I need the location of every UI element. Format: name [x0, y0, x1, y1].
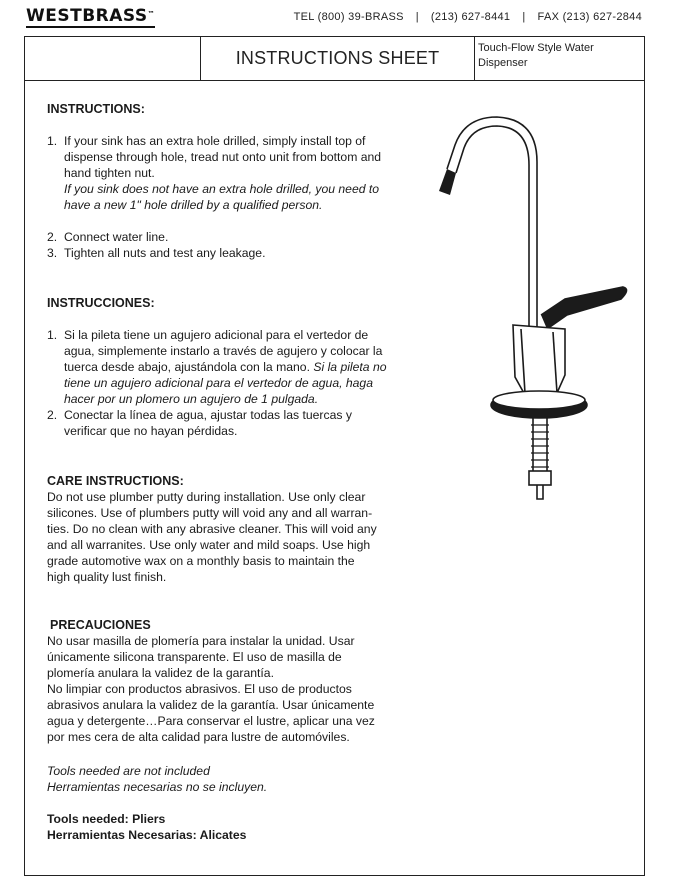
tools-needed-es: Herramientas Necesarias: Alicates [47, 828, 247, 842]
brand-logo: WESTBRASS™ [26, 6, 156, 26]
precauciones-line: únicamente silicona transparente. El uso de masilla de [47, 650, 342, 664]
care-section [47, 473, 407, 585]
precauciones-heading: PRECAUCIONES [50, 618, 151, 632]
precauciones-line: No limpiar con productos abrasivos. El uso de productos [47, 682, 352, 696]
care-heading: CARE INSTRUCTIONS: [47, 474, 184, 488]
instructions-note: If you sink does not have an extra hole drilled, you need to have a new 1" hole drilled by a qualified person. [64, 182, 380, 212]
precauciones-line: abrasivos anulara la validez de la garantía. Usar únicamente [47, 698, 375, 712]
tools-note-en: Tools needed are not included [47, 764, 210, 778]
faucet-illustration-icon [425, 107, 645, 507]
contact-fax: FAX (213) 627-2844 [537, 11, 642, 23]
care-line: grade automotive wax on a monthly basis to maintain the [47, 554, 355, 568]
page-title: INSTRUCTIONS SHEET [201, 37, 475, 80]
instructions-section [47, 101, 387, 261]
precauciones-line: por mes cera de alta calidad para lustre de automóviles. [47, 730, 350, 744]
instrucciones-note: Si la pileta no tiene un agujero adicional para el vertedor de agua, haga hacer por un plomero un agujero de 1 pulgada. [64, 360, 387, 406]
top-bar [0, 0, 676, 36]
instrucciones-section [47, 295, 393, 439]
contact-tel: TEL (800) 39-BRASS [293, 11, 404, 23]
tools-needed-en: Tools needed: Pliers [47, 812, 166, 826]
instructions-heading: INSTRUCTIONS: [47, 102, 145, 116]
tools-note-es: Herramientas necesarias no se incluyen. [47, 780, 268, 794]
list-item: 2. Conectar la línea de agua, ajustar todas las tuercas y verificar que no hayan pérdidas. [47, 408, 352, 438]
precauciones-line: No usar masilla de plomería para instalar la unidad. Usar [47, 634, 355, 648]
list-item: 2. Connect water line. [47, 230, 169, 244]
header-row [25, 37, 644, 81]
tools-note [47, 763, 407, 795]
care-line: silicones. Use of plumbers putty will void any and all warran- [47, 506, 373, 520]
instrucciones-list [47, 327, 393, 439]
contact-phone: (213) 627-8441 [430, 11, 511, 23]
product-name: Touch-Flow Style Water Dispenser [478, 42, 594, 69]
precauciones-line: plomería anulara la validez de la garantía. [47, 666, 274, 680]
list-item: 1. Si la pileta tiene un agujero adicional para el vertedor de agua, simplemente instarlo a través de agujero y colocar la tuerca desde abajo, ajustándola con la mano. Si la pileta no tiene un agujero adicional para el vertedor de agua, haga hacer por un plomero un agujero de 1 pulgada. [47, 328, 387, 406]
precauciones-line: agua y detergente…Para conservar el lustre, aplicar una vez [47, 714, 375, 728]
care-line: high quality lust finish. [47, 570, 167, 584]
tools-needed [47, 811, 407, 843]
instruction-sheet-frame [24, 36, 645, 876]
care-line: Do not use plumber putty during installation. Use only clear [47, 490, 366, 504]
instructions-list [47, 133, 387, 261]
contact-line: TEL (800) 39-BRASS | (213) 627-8441 | FAX (213) 627-2844 [293, 11, 642, 23]
instrucciones-heading: INSTRUCCIONES: [47, 296, 155, 310]
list-item: 3. Tighten all nuts and test any leakage. [47, 246, 266, 260]
list-item: 1. If your sink has an extra hole drilled, simply install top of dispense through hole, tread nut onto unit from bottom and hand tighten nut. If you sink does not have an extra hole drilled, you need to have a new 1" hole drilled by a qualified person. [47, 134, 382, 212]
care-line: ties. Do no clean with any abrasive cleaner. This will void any [47, 522, 377, 536]
header-blank-cell [25, 37, 201, 80]
care-line: and all warranites. Use only water and mild soaps. Use high [47, 538, 371, 552]
precauciones-section [47, 617, 407, 745]
